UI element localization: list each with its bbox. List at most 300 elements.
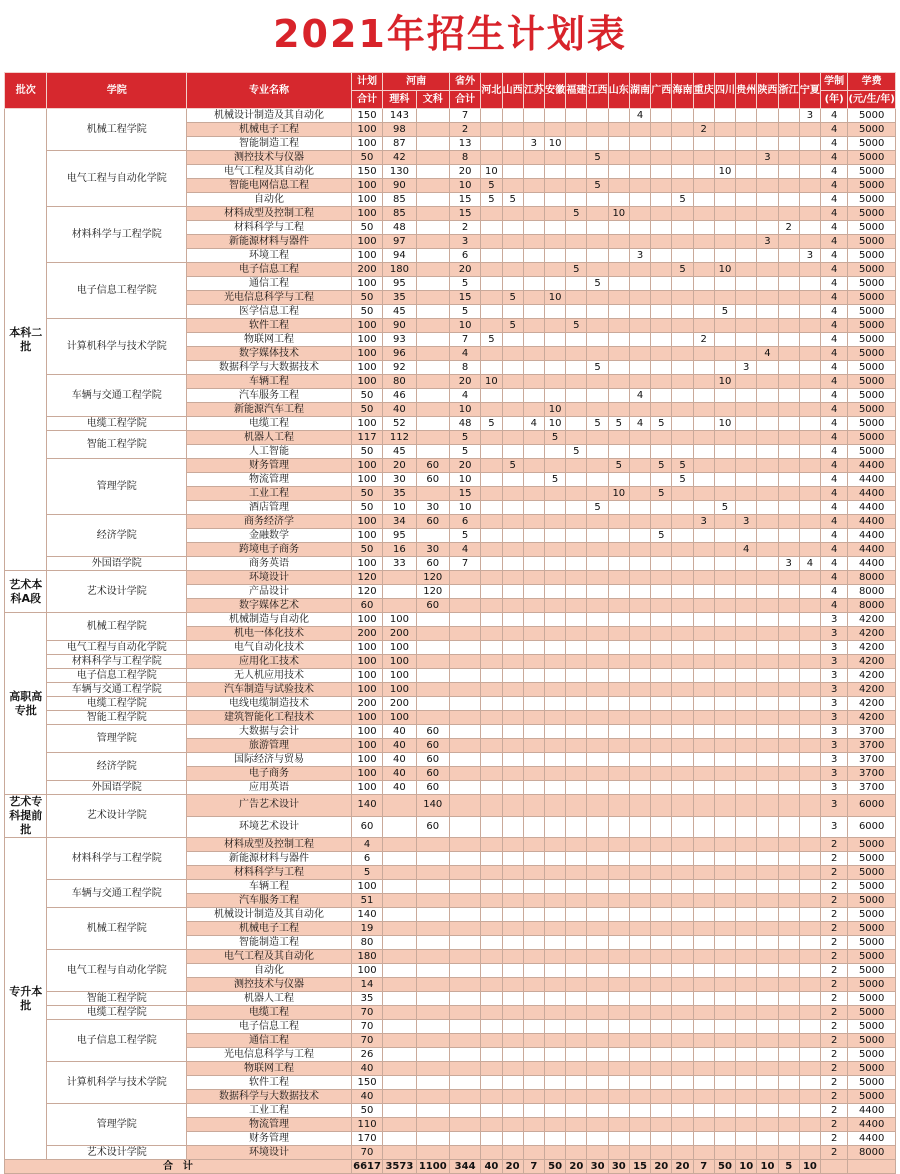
major-cell: 智能制造工程 <box>187 137 352 151</box>
province-cell <box>799 627 820 641</box>
province-cell <box>672 922 693 936</box>
province-cell <box>799 978 820 992</box>
province-cell <box>714 137 735 151</box>
province-cell <box>544 767 565 781</box>
province-cell <box>566 291 587 305</box>
province-cell <box>799 655 820 669</box>
years-cell: 2 <box>821 978 848 992</box>
fee-cell: 4200 <box>848 613 896 627</box>
totals-province: 7 <box>523 1160 544 1174</box>
province-cell <box>736 795 757 817</box>
province-cell <box>608 389 629 403</box>
province-cell <box>672 655 693 669</box>
province-cell <box>651 669 672 683</box>
years-cell: 3 <box>821 669 848 683</box>
province-cell <box>714 1034 735 1048</box>
province-cell: 10 <box>544 137 565 151</box>
province-cell <box>778 1132 799 1146</box>
years-cell: 2 <box>821 894 848 908</box>
province-cell <box>778 964 799 978</box>
province-cell <box>629 753 650 767</box>
major-cell: 工业工程 <box>187 1104 352 1118</box>
major-cell: 新能源材料与器件 <box>187 852 352 866</box>
province-cell <box>778 992 799 1006</box>
province-cell <box>757 767 778 781</box>
province-cell <box>778 389 799 403</box>
province-cell <box>608 866 629 880</box>
province-cell <box>757 1146 778 1160</box>
henan-sci-cell: 100 <box>383 655 416 669</box>
years-cell: 3 <box>821 767 848 781</box>
province-cell <box>502 1062 523 1076</box>
henan-sci-cell: 96 <box>383 347 416 361</box>
province-cell <box>799 137 820 151</box>
fee-cell: 3700 <box>848 753 896 767</box>
province-cell <box>502 1146 523 1160</box>
province-cell <box>693 193 714 207</box>
henan-sci-cell <box>383 908 416 922</box>
henan-arts-cell <box>416 1020 449 1034</box>
province-cell: 3 <box>629 249 650 263</box>
province-cell: 5 <box>672 263 693 277</box>
henan-arts-cell: 60 <box>416 557 449 571</box>
province-cell <box>523 193 544 207</box>
plan-total-cell: 100 <box>351 529 382 543</box>
province-cell <box>523 866 544 880</box>
province-cell <box>799 585 820 599</box>
henan-arts-cell <box>416 992 449 1006</box>
province-cell: 10 <box>608 207 629 221</box>
province-cell <box>778 936 799 950</box>
province-cell <box>736 389 757 403</box>
province-cell <box>544 1062 565 1076</box>
province-cell <box>672 529 693 543</box>
province-cell <box>608 347 629 361</box>
province-cell <box>651 515 672 529</box>
province-cell <box>693 950 714 964</box>
province-cell <box>757 816 778 838</box>
major-cell: 光电信息科学与工程 <box>187 291 352 305</box>
province-cell <box>651 978 672 992</box>
province-cell <box>714 445 735 459</box>
province-cell <box>736 922 757 936</box>
table-row <box>5 515 896 529</box>
totals-sci: 3573 <box>383 1160 416 1174</box>
province-cell: 5 <box>481 179 502 193</box>
province-cell <box>693 375 714 389</box>
province-cell <box>544 753 565 767</box>
province-cell <box>608 711 629 725</box>
province-cell <box>587 557 608 571</box>
province-cell <box>778 529 799 543</box>
henan-arts-cell <box>416 109 449 123</box>
henan-sci-cell: 40 <box>383 739 416 753</box>
major-cell: 车辆工程 <box>187 375 352 389</box>
province-cell <box>566 978 587 992</box>
totals-province: 20 <box>566 1160 587 1174</box>
province-cell <box>608 683 629 697</box>
province-cell <box>714 151 735 165</box>
province-cell <box>714 936 735 950</box>
fee-cell: 5000 <box>848 1090 896 1104</box>
province-cell <box>799 403 820 417</box>
major-cell: 机械制造与自动化 <box>187 613 352 627</box>
table-row <box>5 613 896 627</box>
province-cell <box>757 950 778 964</box>
college-cell: 材料科学与工程学院 <box>47 207 187 263</box>
henan-arts-cell <box>416 1104 449 1118</box>
province-cell <box>566 1118 587 1132</box>
province-cell <box>587 795 608 817</box>
henan-arts-cell <box>416 964 449 978</box>
totals-province: 30 <box>608 1160 629 1174</box>
province-cell <box>778 599 799 613</box>
province-cell <box>566 880 587 894</box>
province-cell: 4 <box>629 389 650 403</box>
province-cell <box>714 866 735 880</box>
province-cell <box>629 711 650 725</box>
province-cell <box>566 683 587 697</box>
province-cell <box>651 852 672 866</box>
province-cell <box>544 333 565 347</box>
plan-total-cell: 26 <box>351 1048 382 1062</box>
years-cell: 3 <box>821 613 848 627</box>
province-cell <box>566 109 587 123</box>
years-cell: 3 <box>821 697 848 711</box>
plan-total-cell: 100 <box>351 179 382 193</box>
province-cell <box>672 543 693 557</box>
province-cell <box>778 1006 799 1020</box>
years-cell: 2 <box>821 908 848 922</box>
province-cell <box>757 487 778 501</box>
henan-arts-cell <box>416 922 449 936</box>
major-cell: 机电一体化技术 <box>187 627 352 641</box>
college-cell: 车辆与交通工程学院 <box>47 880 187 908</box>
years-cell: 4 <box>821 249 848 263</box>
province-cell <box>566 1034 587 1048</box>
out-total-cell <box>449 753 480 767</box>
province-cell <box>778 1020 799 1034</box>
province-cell <box>629 501 650 515</box>
province-cell <box>714 473 735 487</box>
major-cell: 机械设计制造及其自动化 <box>187 908 352 922</box>
province-cell <box>481 753 502 767</box>
province-cell <box>778 179 799 193</box>
province-cell <box>799 936 820 950</box>
header-prov-10: 重庆 <box>693 73 714 109</box>
plan-total-cell: 100 <box>351 193 382 207</box>
major-cell: 人工智能 <box>187 445 352 459</box>
province-cell <box>544 1006 565 1020</box>
province-cell <box>481 151 502 165</box>
province-cell <box>672 179 693 193</box>
major-cell: 电子信息工程 <box>187 263 352 277</box>
province-cell <box>651 880 672 894</box>
henan-sci-cell: 180 <box>383 263 416 277</box>
out-total-cell: 48 <box>449 417 480 431</box>
years-cell: 3 <box>821 753 848 767</box>
major-cell: 财务管理 <box>187 1132 352 1146</box>
province-cell <box>693 277 714 291</box>
major-cell: 数据科学与大数据技术 <box>187 361 352 375</box>
province-cell <box>714 1104 735 1118</box>
fee-cell: 8000 <box>848 571 896 585</box>
henan-arts-cell <box>416 683 449 697</box>
province-cell <box>523 725 544 739</box>
province-cell <box>544 487 565 501</box>
province-cell <box>799 235 820 249</box>
province-cell <box>566 852 587 866</box>
out-total-cell <box>449 613 480 627</box>
province-cell <box>672 1020 693 1034</box>
table-body <box>5 109 896 1174</box>
province-cell <box>608 1062 629 1076</box>
henan-sci-cell <box>383 1006 416 1020</box>
province-cell <box>629 431 650 445</box>
province-cell <box>693 501 714 515</box>
major-cell: 材料科学与工程 <box>187 221 352 235</box>
province-cell <box>502 978 523 992</box>
plan-total-cell: 60 <box>351 599 382 613</box>
province-cell <box>757 473 778 487</box>
province-cell <box>502 908 523 922</box>
province-cell: 5 <box>714 305 735 319</box>
province-cell <box>736 1062 757 1076</box>
plan-total-cell: 80 <box>351 936 382 950</box>
province-cell <box>566 767 587 781</box>
province-cell <box>566 529 587 543</box>
province-cell <box>608 908 629 922</box>
province-cell <box>778 137 799 151</box>
province-cell: 5 <box>672 193 693 207</box>
years-cell: 3 <box>821 683 848 697</box>
table-row <box>5 1062 896 1076</box>
table-row <box>5 725 896 739</box>
province-cell: 5 <box>481 417 502 431</box>
province-cell <box>757 319 778 333</box>
province-cell <box>544 221 565 235</box>
province-cell <box>778 431 799 445</box>
province-cell <box>736 894 757 908</box>
henan-sci-cell: 20 <box>383 459 416 473</box>
province-cell <box>523 389 544 403</box>
province-cell <box>481 795 502 817</box>
totals-province: 40 <box>481 1160 502 1174</box>
province-cell <box>651 347 672 361</box>
province-cell <box>757 1104 778 1118</box>
table-row <box>5 838 896 852</box>
province-cell <box>736 347 757 361</box>
major-cell: 产品设计 <box>187 585 352 599</box>
henan-sci-cell <box>383 795 416 817</box>
province-cell <box>523 557 544 571</box>
province-cell <box>799 1048 820 1062</box>
years-cell: 4 <box>821 515 848 529</box>
province-cell <box>736 852 757 866</box>
province-cell <box>799 305 820 319</box>
henan-arts-cell <box>416 852 449 866</box>
province-cell <box>544 711 565 725</box>
province-cell <box>757 123 778 137</box>
college-cell: 机械工程学院 <box>47 908 187 950</box>
province-cell <box>672 515 693 529</box>
header-prov-12: 贵州 <box>736 73 757 109</box>
province-cell <box>587 529 608 543</box>
province-cell <box>629 305 650 319</box>
province-cell <box>714 207 735 221</box>
province-cell <box>799 473 820 487</box>
province-cell <box>481 109 502 123</box>
fee-cell: 3700 <box>848 739 896 753</box>
province-cell <box>566 403 587 417</box>
plan-total-cell: 150 <box>351 165 382 179</box>
province-cell <box>629 403 650 417</box>
out-total-cell <box>449 711 480 725</box>
years-cell: 2 <box>821 1146 848 1160</box>
province-cell <box>672 123 693 137</box>
header-prov-7: 湖南 <box>629 73 650 109</box>
henan-arts-cell <box>416 235 449 249</box>
province-cell <box>608 221 629 235</box>
province-cell <box>672 1118 693 1132</box>
province-cell <box>629 1146 650 1160</box>
province-cell <box>672 627 693 641</box>
henan-sci-cell: 95 <box>383 529 416 543</box>
province-cell <box>651 375 672 389</box>
province-cell: 5 <box>587 277 608 291</box>
province-cell <box>651 1048 672 1062</box>
province-cell <box>778 1118 799 1132</box>
henan-arts-cell <box>416 894 449 908</box>
header-fee: 学费 <box>848 73 896 91</box>
province-cell <box>587 543 608 557</box>
province-cell <box>693 599 714 613</box>
province-cell <box>736 151 757 165</box>
province-cell <box>544 375 565 389</box>
out-total-cell <box>449 1090 480 1104</box>
province-cell <box>629 894 650 908</box>
years-cell: 4 <box>821 305 848 319</box>
province-cell <box>608 445 629 459</box>
province-cell <box>502 529 523 543</box>
province-cell <box>672 683 693 697</box>
province-cell <box>481 1118 502 1132</box>
college-cell: 管理学院 <box>47 459 187 515</box>
province-cell <box>757 305 778 319</box>
province-cell <box>566 922 587 936</box>
province-cell <box>587 711 608 725</box>
province-cell <box>523 992 544 1006</box>
province-cell <box>523 964 544 978</box>
henan-arts-cell: 140 <box>416 795 449 817</box>
header-plan-sub: 合计 <box>351 91 382 109</box>
plan-total-cell: 110 <box>351 1118 382 1132</box>
province-cell <box>693 1132 714 1146</box>
province-cell <box>693 389 714 403</box>
province-cell <box>629 375 650 389</box>
fee-cell: 5000 <box>848 179 896 193</box>
province-cell <box>714 319 735 333</box>
out-total-cell: 8 <box>449 151 480 165</box>
province-cell <box>757 333 778 347</box>
province-cell <box>714 585 735 599</box>
province-cell <box>714 781 735 795</box>
province-cell <box>651 501 672 515</box>
province-cell <box>481 1020 502 1034</box>
province-cell: 5 <box>566 263 587 277</box>
college-cell: 车辆与交通工程学院 <box>47 375 187 417</box>
fee-cell: 4200 <box>848 655 896 669</box>
province-cell <box>481 389 502 403</box>
henan-sci-cell: 90 <box>383 319 416 333</box>
province-cell <box>799 263 820 277</box>
province-cell <box>502 389 523 403</box>
province-cell <box>523 543 544 557</box>
header-years-sub: (年) <box>821 91 848 109</box>
province-cell <box>672 389 693 403</box>
province-cell <box>608 319 629 333</box>
province-cell <box>799 193 820 207</box>
province-cell <box>757 964 778 978</box>
province-cell <box>672 978 693 992</box>
major-cell: 数字媒体艺术 <box>187 599 352 613</box>
out-total-cell <box>449 880 480 894</box>
province-cell <box>651 221 672 235</box>
province-cell <box>757 725 778 739</box>
province-cell: 5 <box>608 417 629 431</box>
province-cell <box>566 781 587 795</box>
province-cell <box>736 739 757 753</box>
province-cell <box>629 1104 650 1118</box>
fee-cell: 8000 <box>848 1146 896 1160</box>
province-cell <box>629 291 650 305</box>
province-cell <box>481 866 502 880</box>
province-cell <box>481 1034 502 1048</box>
province-cell <box>566 417 587 431</box>
province-cell <box>778 165 799 179</box>
province-cell <box>481 669 502 683</box>
province-cell <box>566 361 587 375</box>
years-cell: 2 <box>821 1006 848 1020</box>
province-cell: 3 <box>523 137 544 151</box>
province-cell <box>714 880 735 894</box>
province-cell <box>757 866 778 880</box>
province-cell <box>736 375 757 389</box>
province-cell <box>481 347 502 361</box>
batch-cell: 高职高专批 <box>5 613 47 795</box>
henan-arts-cell: 120 <box>416 571 449 585</box>
out-total-cell <box>449 627 480 641</box>
province-cell <box>544 347 565 361</box>
fee-cell: 5000 <box>848 1048 896 1062</box>
table-row <box>5 753 896 767</box>
out-total-cell: 7 <box>449 109 480 123</box>
province-cell <box>566 1048 587 1062</box>
province-cell <box>523 305 544 319</box>
college-cell: 机械工程学院 <box>47 109 187 151</box>
province-cell <box>651 557 672 571</box>
province-cell <box>799 347 820 361</box>
henan-arts-cell <box>416 655 449 669</box>
major-cell: 电线电缆制造技术 <box>187 697 352 711</box>
province-cell <box>587 249 608 263</box>
province-cell <box>481 781 502 795</box>
years-cell: 2 <box>821 1104 848 1118</box>
province-cell <box>736 291 757 305</box>
years-cell: 4 <box>821 235 848 249</box>
henan-sci-cell: 94 <box>383 249 416 263</box>
header-major: 专业名称 <box>187 73 352 109</box>
